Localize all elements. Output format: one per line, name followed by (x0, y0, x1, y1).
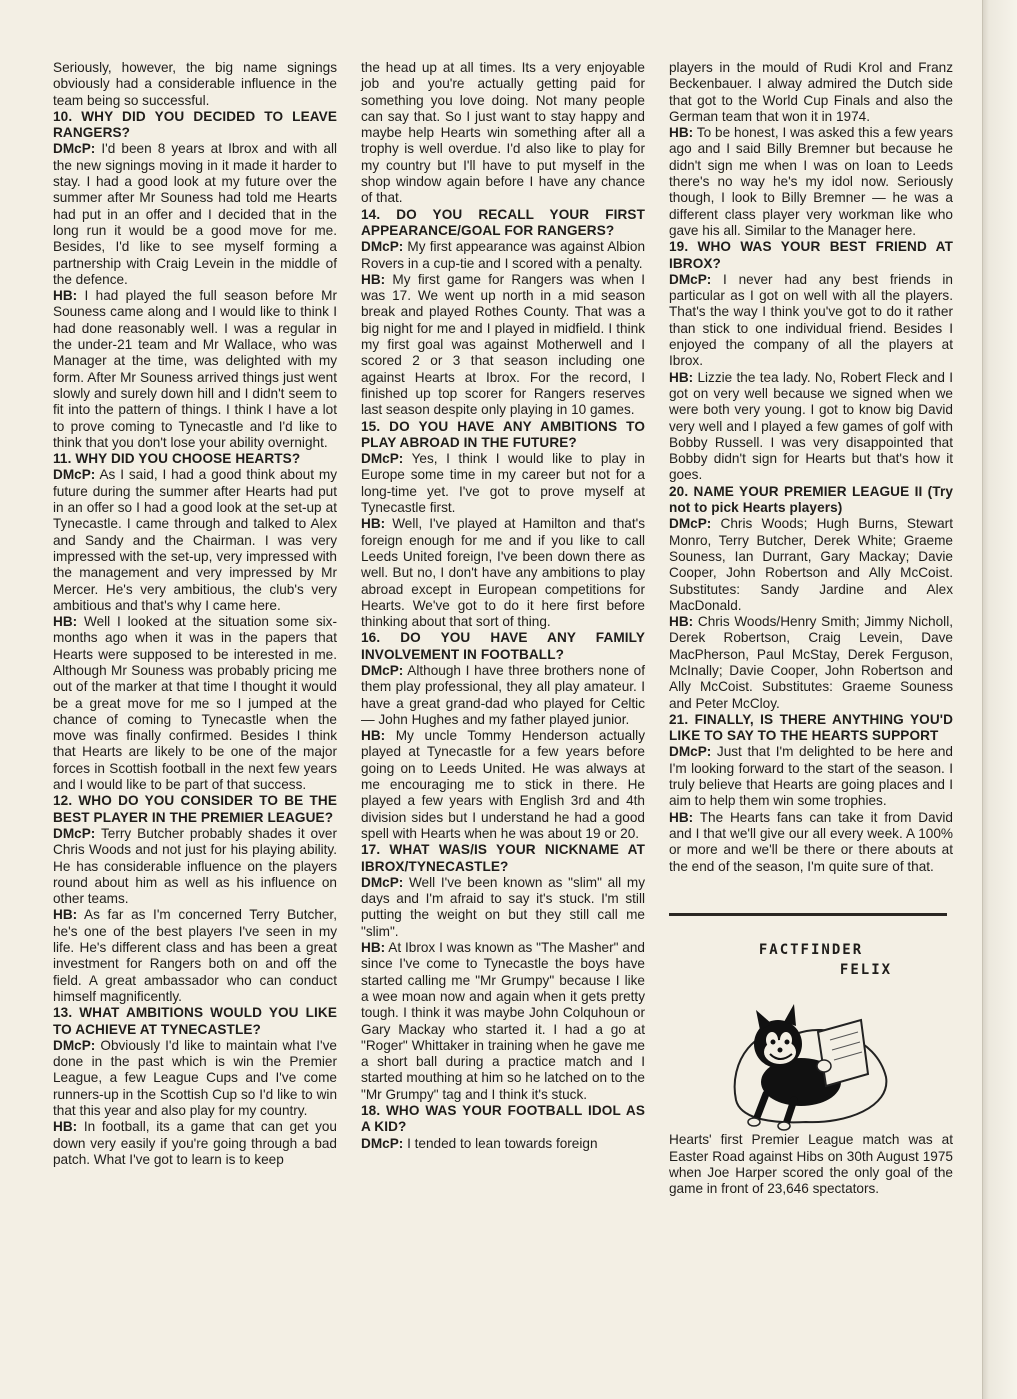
speaker-label: HB: (669, 369, 694, 385)
answer-text: Well, I've played at Hamilton and that's foreign enough for me and if you like to call Leeds United foreign, I've been down there as well. But no, I don't have any ambitions to play abroad except in European competitions for Hearts. We've got to do it here first before thinking about that sort of thing. (361, 516, 645, 630)
answer-text: The Hearts fans can take it from David and I that we'll give our all every week. A 100% or more and we'll be there or there abouts at the end of the season, I'm quite sure of that. (669, 809, 953, 874)
answer-text: Well I've been known as "slim" all my days and I'm afraid to say it's stuck. I'm still putting the weight on but they still call me "slim". (361, 874, 645, 939)
answer-text: Well I looked at the situation some six-months ago when it was in the papers that Hearts were supposed to be interested in me. Although Mr Souness was probably pricing me out of the marker at that time I thought it would be a great move for me so I jumped at the chance of coming to Tynecastle when the move was finally confirmed. Besides I think that Hearts are likely to be one of the major forces in Scottish football in the next few years and I would like to be part of that success. (53, 614, 337, 793)
speaker-label: DMcP: (361, 451, 404, 467)
question-13: 13. WHAT AMBITIONS WOULD YOU LIKE TO ACHIEVE AT TYNECASTLE? (53, 1005, 337, 1037)
answer-hb (669, 614, 953, 712)
column-2 (361, 60, 645, 1152)
intro-text: Seriously, however, the big name signings obviously had a considerable influence in the team being so successful. (53, 60, 337, 108)
speaker-label: HB: (53, 614, 78, 630)
answer-dmcp (669, 744, 953, 809)
answer-text: Although I have three brothers none of them play professional, they all play amateur. I have a great grand-dad who played for Celtic — John Hughes and my father played junior. (361, 662, 645, 727)
answer-text: I never had any best friends in particular as I got on well with all the players. That's the way I think you've got to do it rather than stick to one individual friend. Besides I enjoyed the company of all the players at Ibrox. (669, 271, 953, 369)
answer-dmcp (361, 663, 645, 728)
answer-text: Chris Woods; Hugh Burns, Stewart Monro, Terry Butcher, Derek White; Graeme Souness, Ian Durrant, Gary Mackay; Davie Cooper, John Robertson and Ally McCoist. Substitutes: Sandy Jardine and Alex MacDonald. (669, 516, 953, 613)
speaker-label: HB: (361, 940, 386, 956)
felix-cat-illustration (726, 982, 896, 1132)
question-19: 19. WHO WAS YOUR BEST FRIEND AT IBROX? (669, 239, 953, 271)
column-1 (53, 60, 337, 1168)
answer-dmcp (669, 272, 953, 370)
speaker-label: HB: (361, 516, 386, 532)
answer-hb (361, 272, 645, 419)
question-21: 21. FINALLY, IS THERE ANYTHING YOU'D LIKE TO SAY TO THE HEARTS SUPPORT (669, 711, 953, 744)
speaker-label: HB: (361, 271, 386, 287)
answer-text: Lizzie the tea lady. No, Robert Fleck and I got on very well because we signed when we were both very young. I got to know big David very well and I played a few games of golf with Bobby Russell. I was very disappointed that Bobby didn't sign for Hearts but that's how it goes. (669, 369, 953, 483)
speaker-label: HB: (669, 614, 694, 630)
answer-text: As far as I'm concerned Terry Butcher, he's one of the best players I've seen in my life. He's different class and has been a great investment for Rangers both on and off the field. A great ambassador who can conduct himself magnificently. (53, 907, 337, 1004)
question-17: 17. WHAT WAS/IS YOUR NICKNAME AT IBROX/TYNECASTLE? (361, 842, 645, 874)
speaker-label: DMcP: (669, 744, 712, 760)
column-3 (669, 60, 953, 1198)
answer-hb (669, 810, 953, 875)
continued-text: the head up at all times. Its a very enjoyable job and you're actually getting paid for something you love doing. Not many people can say that. So I just want to stay happy and maybe help Hearts win something after all a trophy is well overdue. I'd also like to play for my country but I'll have to put myself in the shop window again before I have any chance of that. (361, 60, 645, 206)
speaker-label: DMcP: (669, 516, 712, 532)
answer-dmcp (361, 875, 645, 940)
felix-title-line1: FACTFINDER (758, 941, 864, 958)
question-10: 10. WHY DID YOU DECIDED TO LEAVE RANGERS? (53, 108, 337, 141)
answer-hb (669, 370, 953, 484)
answer-text: At Ibrox I was known as "The Masher" and since I've come to Tynecastle the boys have started calling me "Mr Grumpy" because I like a wee moan now and again when it gets pretty tough. I think it was maybe John Colquhoun or Gary Mackay who started it. I had a go at "Roger" Whittaker in training when he gave me a short ball during a practice match and I started mouthing at him so he latched on to the "Mr Grumpy" tag and I think it's stuck. (361, 940, 645, 1102)
answer-hb (361, 728, 645, 842)
answer-dmcp (669, 516, 953, 614)
speaker-label: DMcP: (361, 662, 404, 678)
answer-dmcp (361, 1136, 645, 1152)
answer-text: To be honest, I was asked this a few years ago and I said Billy Bremner but because he didn't sign me when I was on loan to Leeds there's no way he's my idol now. Seriously though, I look to Billy Bremner — he was a different class player very workman like who gave his all. Similar to the Manager here. (669, 125, 953, 238)
answer-text: I tended to lean towards foreign (403, 1135, 598, 1151)
speaker-label: DMcP: (53, 825, 96, 841)
answer-text: Terry Butcher probably shades it over Chris Woods and not just for his playing ability. He has considerable influence on the players round about him as well as his influence on other teams. (53, 825, 337, 907)
answer-hb (53, 907, 337, 1005)
answer-hb (361, 516, 645, 630)
answer-hb (53, 1119, 337, 1168)
answer-dmcp (53, 141, 337, 288)
continued-text: players in the mould of Rudi Krol and Franz Beckenbauer. I alway admired the Dutch side that got to the World Cup Finals and also the German team that won it in 1974. (669, 60, 953, 124)
speaker-label: DMcP: (53, 467, 96, 483)
speaker-label: DMcP: (361, 1135, 404, 1151)
answer-hb (53, 288, 337, 451)
question-12: 12. WHO DO YOU CONSIDER TO BE THE BEST PLAYER IN THE PREMIER LEAGUE? (53, 793, 337, 825)
answer-dmcp (361, 451, 645, 516)
answer-text: Obviously I'd like to maintain what I've done in the past which is win the Premier League, a few League Cups and I've come runners-up in the Scottish Cup so I'd like to win that this year and also play for my country. (53, 1037, 337, 1118)
speaker-label: DMcP: (361, 874, 404, 890)
answer-text: My uncle Tommy Henderson actually played at Tynecastle for a few years before going on to Leeds United. He was always at me encouraging me to stick in there. He played a few years with English 3rd and 4th division sides but I understand he had a good spell with Hearts when he was about 19 or 20. (361, 728, 645, 841)
felix-title-line2: FELIX (839, 962, 893, 979)
answer-hb (361, 940, 645, 1103)
question-15: 15. DO YOU HAVE ANY AMBITIONS TO PLAY ABROAD IN THE FUTURE? (361, 418, 645, 450)
question-18: 18. WHO WAS YOUR FOOTBALL IDOL AS A KID? (361, 1103, 645, 1135)
answer-text: Chris Woods/Henry Smith; Jimmy Nicholl, Derek Robertson, Craig Levein, Dave MacPherson, Paul McStay, Derek Ferguson, McInally; Davie Cooper, John Robertson and Ally McCoist. Substitutes: Graeme Souness and Peter McCloy. (669, 614, 953, 711)
speaker-label: HB: (361, 728, 386, 744)
divider-rule (669, 913, 947, 916)
answer-text: I'd been 8 years at Ibrox and with all the new signings moving in it made it harder to stay. I had a good look at my future over the summer after Mr Souness had told me Hearts had put in an offer and I decided that in the long run it would be a good move for me. Besides, I'd like to see myself forming a partnership with Craig Levein in the middle of the defence. (53, 141, 337, 287)
question-14: 14. DO YOU RECALL YOUR FIRST APPEARANCE/GOAL FOR RANGERS? (361, 206, 645, 238)
answer-hb (53, 614, 337, 793)
speaker-label: HB: (53, 1119, 78, 1135)
speaker-label: HB: (669, 809, 694, 825)
answer-text: In football, its a game that can get you down very easily if you're going through a bad patch. What I've got to learn is to keep (53, 1119, 337, 1167)
answer-text: Yes, I think I would like to play in Europe some time in my career but not for a long-time yet. I've got to prove myself at Tynecastle first. (361, 451, 645, 516)
answer-dmcp (53, 826, 337, 907)
speaker-label: HB: (53, 288, 78, 304)
speaker-label: HB: (669, 125, 694, 141)
speaker-label: DMcP: (361, 239, 404, 255)
answer-text: My first game for Rangers was when I was 17. We went up north in a mid season break and played Rothes County. That was a big night for me and I played in midfield. I think my first goal was against Motherwell and I scored 2 or 3 that season including one against Hearts at Ibrox. For the record, I finished up top scorer for Rangers reserves last season despite only playing in 10 games. (361, 271, 645, 418)
answer-dmcp (361, 239, 645, 272)
factfinder-felix-title (669, 942, 953, 979)
answer-text: Just that I'm delighted to be here and I'm looking forward to the start of the season. I truly believe that Hearts are going places and I aim to help them win some trophies. (669, 744, 953, 809)
answer-dmcp (53, 1038, 337, 1119)
question-20: 20. NAME YOUR PREMIER LEAGUE II (Try not to pick Hearts players) (669, 483, 953, 516)
answer-text: As I said, I had a good think about my future during the summer after Hearts had put in an offer so I had a good look at the set-up at Tynecastle. I came through and talked to Alex and Sandy and the Chairman. I was very impressed with the set-up, very impressed with the management and very impressed by Mr Mercer. He's very ambitious, the club's very ambitious and that's why I came here. (53, 467, 337, 613)
question-16: 16. DO YOU HAVE ANY FAMILY INVOLVEMENT IN FOOTBALL? (361, 630, 645, 662)
answer-dmcp (53, 467, 337, 614)
speaker-label: HB: (53, 907, 78, 923)
page-edge (982, 0, 1017, 1399)
question-11: 11. WHY DID YOU CHOOSE HEARTS? (53, 451, 301, 467)
speaker-label: DMcP: (53, 1037, 96, 1053)
speaker-label: DMcP: (669, 271, 712, 287)
answer-text: I had played the full season before Mr Souness came along and I would like to think I had done reasonably well. I was a regular in the under-21 team and Mr Wallace, who was Manager at the time, was delighted with my form. After Mr Souness arrived things just went slowly and surely down hill and I didn't seem to fit into the pattern of things. I think I have a lot to prove coming to Tynecastle and I'd like to think that you don't lose your ability overnight. (53, 288, 337, 450)
felix-fact-text: Hearts' first Premier League match was at Easter Road against Hibs on 30th August 1975 when Joe Harper scored the only goal of the game in front of 23,646 spectators. (669, 1132, 953, 1197)
answer-text: My first appearance was against Albion Rovers in a cup-tie and I scored with a penalty. (361, 239, 645, 271)
speaker-label: DMcP: (53, 141, 96, 157)
answer-hb (669, 125, 953, 239)
